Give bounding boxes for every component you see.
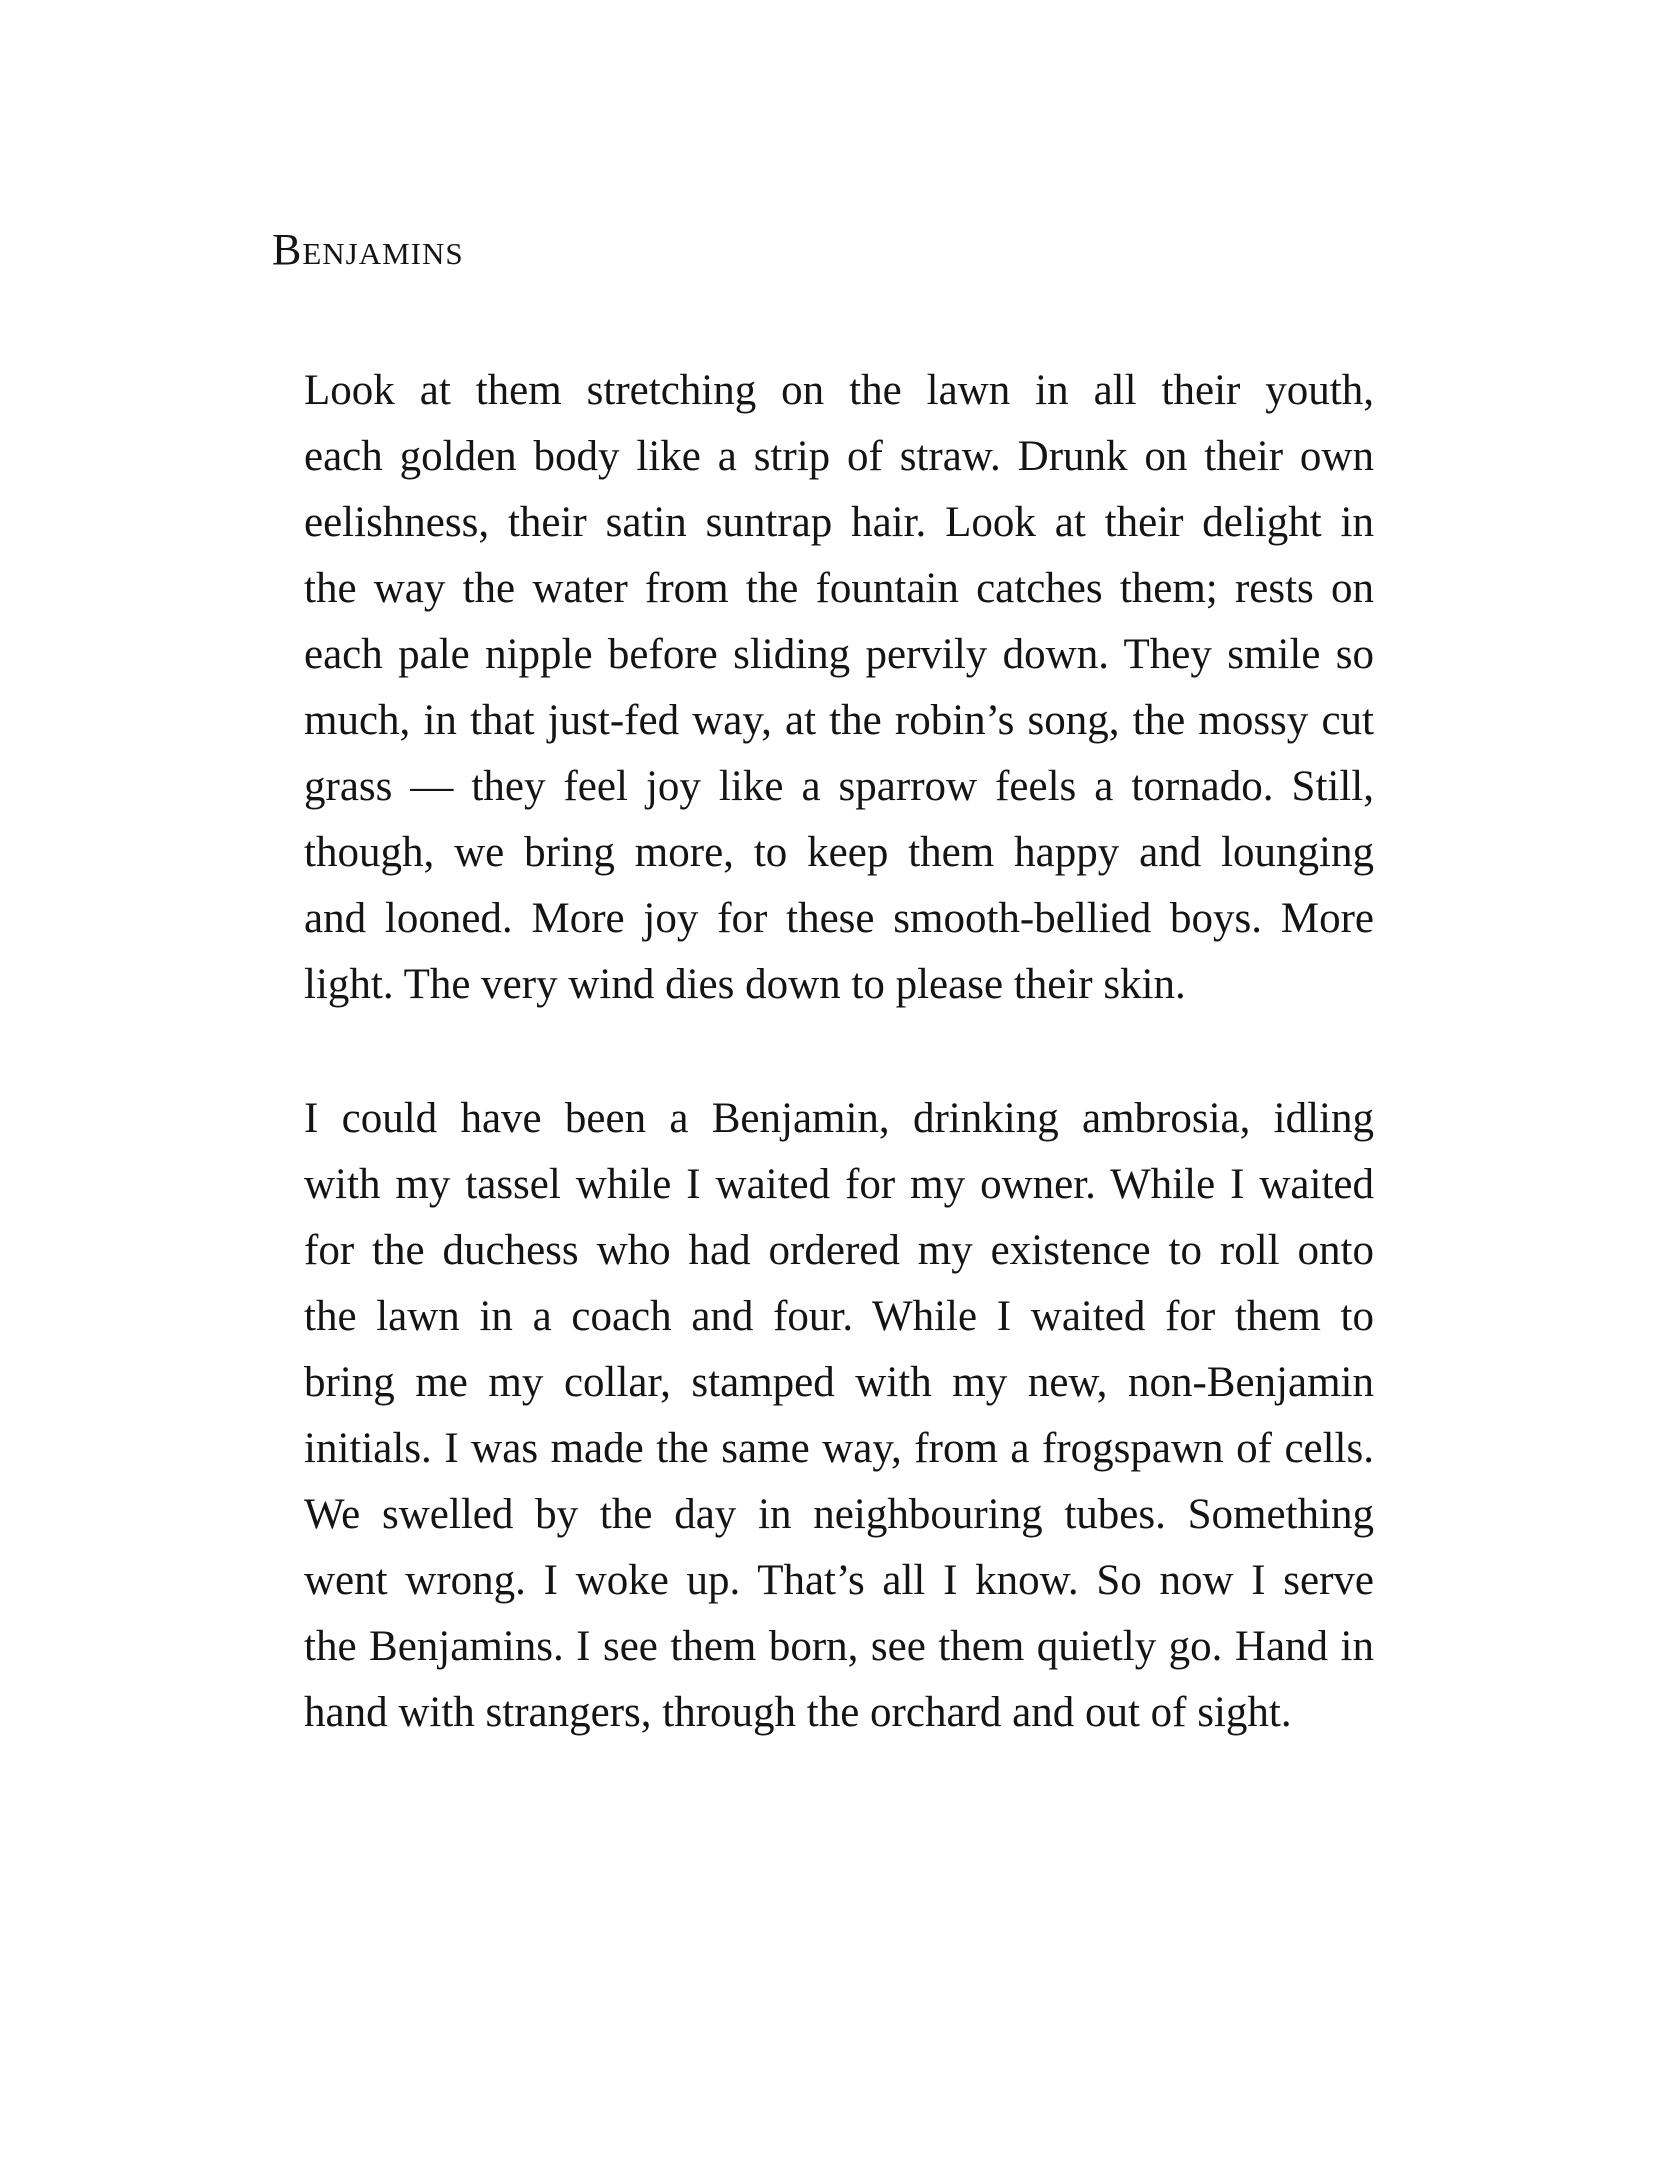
poem-title: Benjamins <box>272 225 464 274</box>
text-line: I could have been a Benjamin, drinking ambrosia, idling <box>304 1095 1374 1142</box>
text-line: light. The very wind dies down to please their skin. <box>304 961 1186 1008</box>
text-line: hand with strangers, through the orchard and out of sight. <box>304 1689 1292 1736</box>
text-line: went wrong. I woke up. That’s all I know. So now I serve <box>304 1557 1374 1604</box>
text-line: the lawn in a coach and four. While I waited for them to <box>304 1293 1374 1340</box>
text-line: each pale nipple before sliding pervily down. They smile so <box>304 631 1374 678</box>
text-line: initials. I was made the same way, from a frogspawn of cells. <box>304 1425 1374 1472</box>
text-line: the way the water from the fountain catches them; rests on <box>304 565 1374 612</box>
paragraph-2 <box>304 1086 1374 1746</box>
text-line: eelishness, their satin suntrap hair. Look at their delight in <box>304 499 1374 546</box>
paragraph-1 <box>304 358 1374 1018</box>
text-line: We swelled by the day in neighbouring tubes. Something <box>304 1491 1374 1538</box>
text-line: each golden body like a strip of straw. Drunk on their own <box>304 433 1374 480</box>
text-line: for the duchess who had ordered my existence to roll onto <box>304 1227 1374 1274</box>
text-line: the Benjamins. I see them born, see them quietly go. Hand in <box>304 1623 1374 1670</box>
text-line: with my tassel while I waited for my owner. While I waited <box>304 1161 1374 1208</box>
text-line: Look at them stretching on the lawn in all their youth, <box>304 367 1374 414</box>
text-line: though, we bring more, to keep them happy and lounging <box>304 829 1374 876</box>
text-line: and looned. More joy for these smooth-bellied boys. More <box>304 895 1374 942</box>
text-line: much, in that just-fed way, at the robin’s song, the mossy cut <box>304 697 1374 744</box>
text-line: grass — they feel joy like a sparrow feels a tornado. Still, <box>304 763 1374 810</box>
text-line: bring me my collar, stamped with my new, non-Benjamin <box>304 1359 1374 1406</box>
